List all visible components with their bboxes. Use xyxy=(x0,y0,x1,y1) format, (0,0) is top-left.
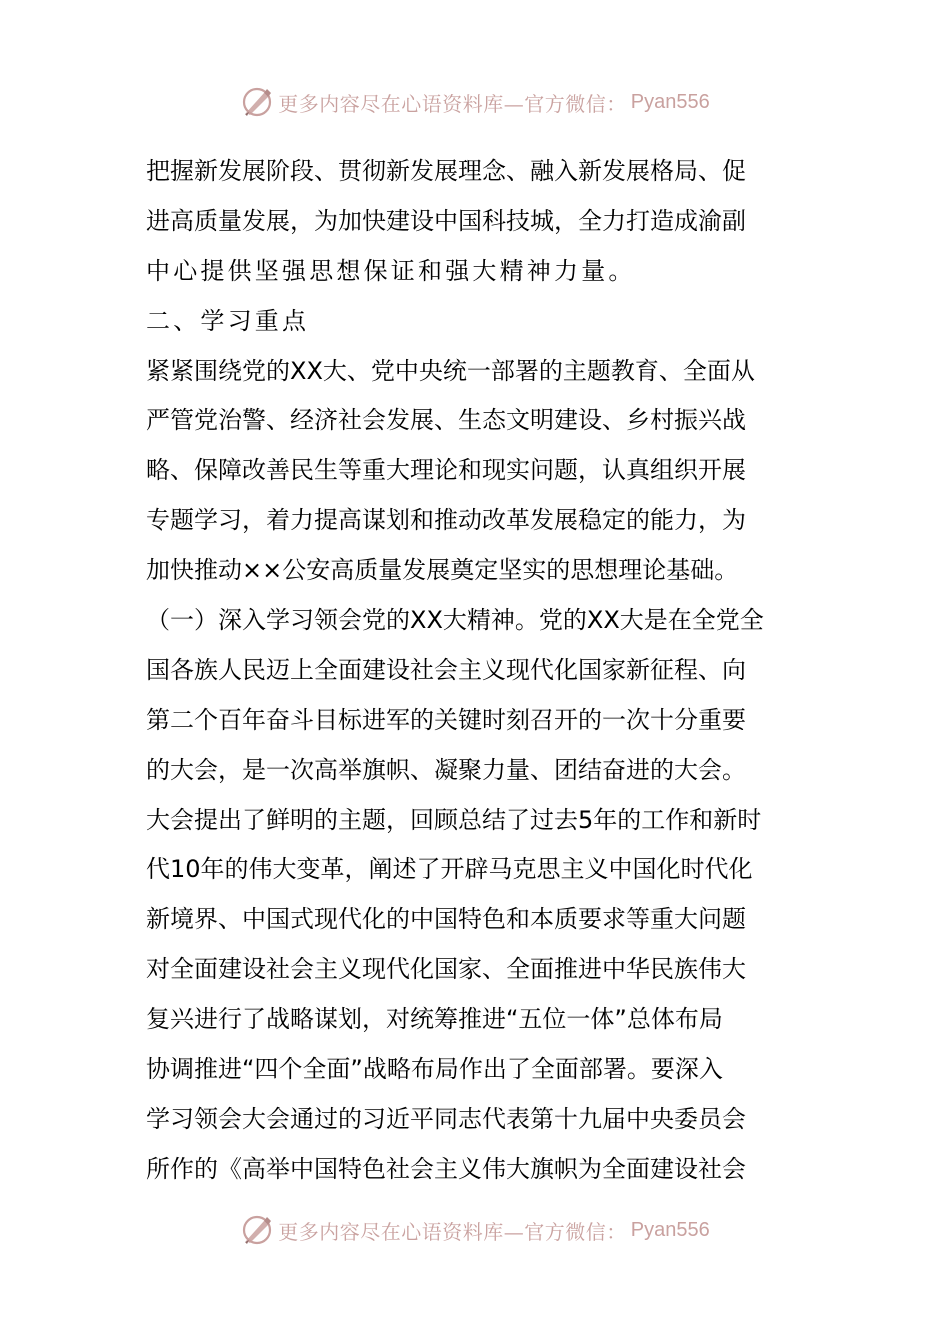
text-line: 复兴进行了战略谋划，对统筹推进“五位一体”总体布局 xyxy=(146,1005,723,1034)
text-line: 把握新发展阶段、贯彻新发展理念、融入新发展格局、促 xyxy=(146,157,746,185)
text-line: 新境界、中国式现代化的中国特色和本质要求等重大问题 xyxy=(146,905,746,934)
watermark-wechat-id: Pyan556 xyxy=(630,90,710,113)
text-line: 专题学习，着力提高谋划和推动改革发展稳定的能力，为 xyxy=(146,506,746,535)
text-line: 的大会，是一次高举旗帜、凝聚力量、团结奋进的大会。 xyxy=(146,755,746,784)
watermark-wechat-id: Pyan556 xyxy=(630,1218,710,1241)
text-line: 紧紧围绕党的XX大、党中央统一部署的主题教育、全面从 xyxy=(146,356,755,385)
text-line: 略、保障改善民生等重大理论和现实问题，认真组织开展 xyxy=(146,456,746,485)
document-body xyxy=(146,147,806,1195)
text-line: 所作的《高举中国特色社会主义伟大旗帜为全面建设社会 xyxy=(146,1154,746,1183)
footer-watermark xyxy=(0,1210,950,1250)
pen-logo-icon xyxy=(240,1213,274,1247)
text-line: 对全面建设社会主义现代化国家、全面推进中华民族伟大 xyxy=(146,955,746,984)
subsection-paragraph-start: （一）深入学习领会党的XX大精神。党的XX大是在全党全 xyxy=(146,606,764,635)
text-line: 严管党治警、经济社会发展、生态文明建设、乡村振兴战 xyxy=(146,406,746,435)
watermark-text: 更多内容尽在心语资料库—官方微信： xyxy=(278,1219,627,1244)
section-heading: 二、学习重点 xyxy=(146,306,310,335)
text-line: 协调推进“四个全面”战略布局作出了全面部署。要深入 xyxy=(146,1055,723,1084)
text-line: 学习领会大会通过的习近平同志代表第十九届中央委员会 xyxy=(146,1104,746,1133)
text-line: 进高质量发展，为加快建设中国科技城，全力打造成渝副 xyxy=(146,206,746,235)
text-line: 代10年的伟大变革，阐述了开辟马克思主义中国化时代化 xyxy=(146,855,753,884)
text-line: 国各族人民迈上全面建设社会主义现代化国家新征程、向 xyxy=(146,655,746,684)
text-line: 中心提供坚强思想保证和强大精神力量。 xyxy=(146,256,636,285)
text-line: 加快推动××公安高质量发展奠定坚实的思想理论基础。 xyxy=(146,556,739,585)
pen-logo-icon xyxy=(240,85,274,119)
watermark-text: 更多内容尽在心语资料库—官方微信： xyxy=(278,91,627,116)
header-watermark xyxy=(0,82,950,122)
text-line: 大会提出了鲜明的主题，回顾总结了过去5年的工作和新时 xyxy=(146,805,762,834)
text-line: 第二个百年奋斗目标进军的关键时刻召开的一次十分重要 xyxy=(146,705,746,734)
